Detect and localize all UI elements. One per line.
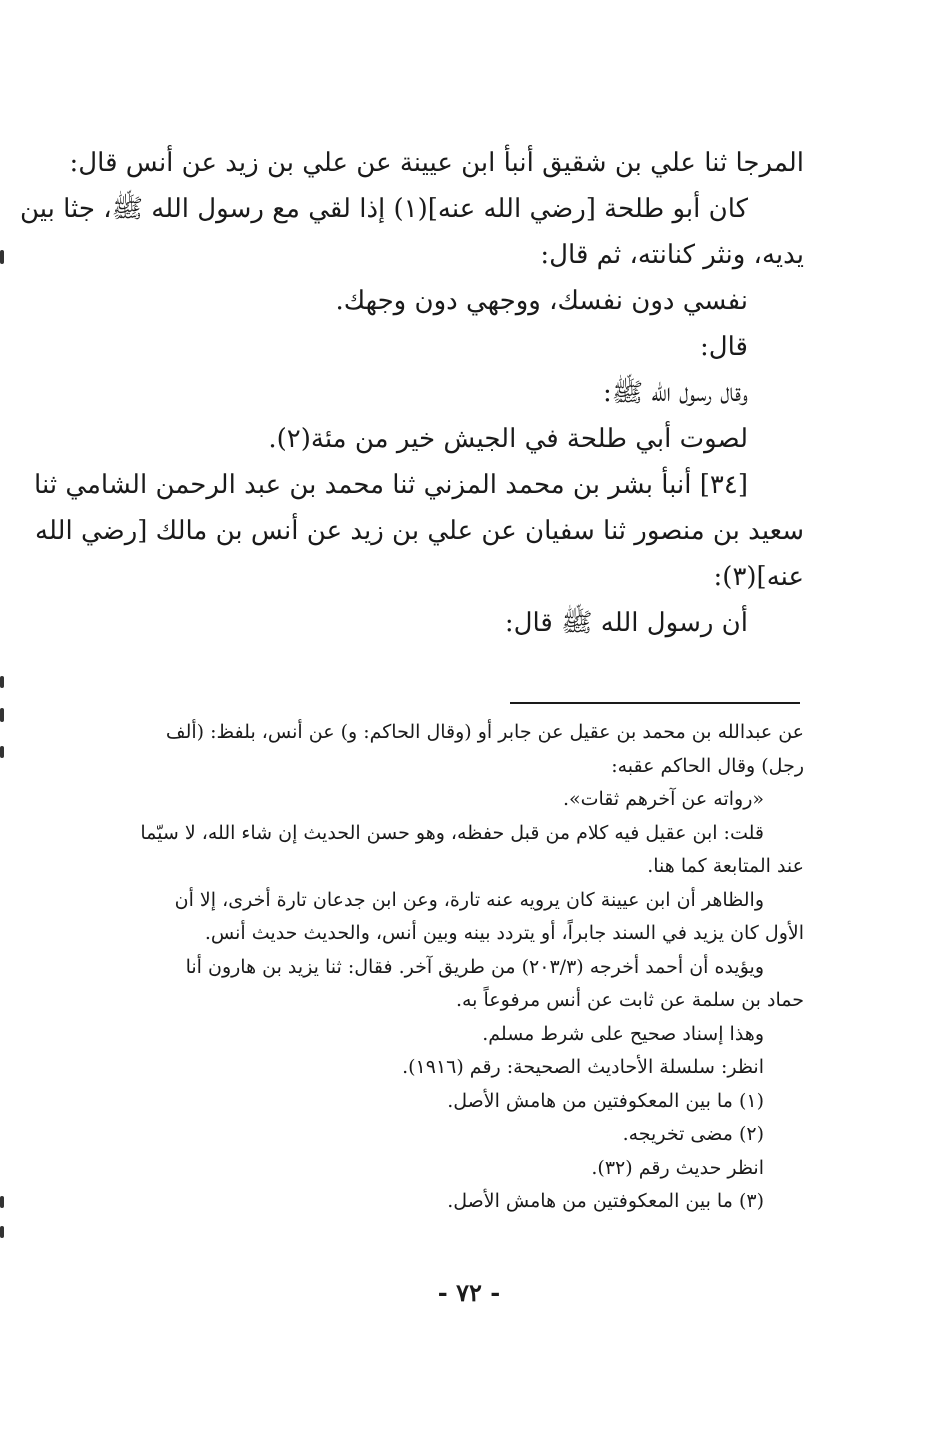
footnote-line: انظر: سلسلة الأحاديث الصحيحة: رقم (١٩١٦). bbox=[402, 1056, 764, 1078]
footnote-divider bbox=[510, 702, 800, 704]
verse-line: وقال رسول الله ﷺ: bbox=[602, 378, 748, 408]
footnote-line: (١) ما بين المعكوفتين من هامش الأصل. bbox=[447, 1089, 764, 1112]
footnote-line: عن عبدالله بن محمد بن عقيل عن جابر أو (وقال الحاكم: و) عن أنس، بلفظ: (ألف bbox=[165, 721, 804, 743]
scan-edge-mark bbox=[0, 1226, 4, 1238]
scan-edge-mark bbox=[0, 1196, 4, 1208]
scan-edge-mark bbox=[0, 708, 4, 722]
footnote-line: ويؤيده أن أحمد أخرجه (٢٠٣/٣) من طريق آخر. فقال: ثنا يزيد بن هارون أنا bbox=[185, 955, 764, 978]
footnote-line: الأول كان يزيد في السند جابراً، أو يتردد بينه وبين أنس، والحديث حديث أنس. bbox=[204, 922, 804, 944]
verse-line: قال: bbox=[699, 332, 748, 362]
scan-edge-mark bbox=[0, 250, 4, 264]
main-line: كان أبو طلحة [رضي الله عنه](١) إذا لقي مع رسول الله ﷺ، جثا بين bbox=[20, 194, 748, 224]
footnote-line: (٣) ما بين المعكوفتين من هامش الأصل. bbox=[447, 1190, 764, 1212]
footnotes bbox=[104, 716, 804, 1219]
main-line: عنه](٣): bbox=[713, 562, 804, 592]
footnote-line: والظاهر أن ابن عيينة كان يرويه عنه تارة، وعن ابن جدعان تارة أخرى، إلا أن bbox=[174, 888, 764, 911]
page-number: - ٧٢ - bbox=[437, 1278, 501, 1307]
scan-edge-mark bbox=[0, 746, 4, 758]
footnote-line: رجل) وقال الحاكم عقبه: bbox=[611, 754, 804, 777]
footnote-line: انظر حديث رقم (٣٢). bbox=[591, 1156, 764, 1179]
footnote-line: قلت: ابن عقيل فيه كلام من قبل حفظه، وهو حسن الحديث إن شاء الله، لا سيّما bbox=[140, 821, 764, 844]
main-line: أن رسول الله ﷺ قال: bbox=[504, 608, 748, 638]
main-line: المرجا ثنا علي بن شقيق أنبأ ابن عيينة عن علي بن زيد عن أنس قال: bbox=[69, 148, 804, 178]
footnote-line: عند المتابعة كما هنا. bbox=[647, 855, 804, 877]
main-line: يديه، ونثر كنانته، ثم قال: bbox=[540, 240, 804, 270]
hadith-number-line: [٣٤] أنبأ بشر بن محمد المزني ثنا محمد بن عبد الرحمن الشامي ثنا bbox=[34, 470, 748, 500]
footnote-line: «رواته عن آخرهم ثقات». bbox=[562, 788, 764, 810]
verse-line: نفسي دون نفسك، ووجهي دون وجهك. bbox=[335, 286, 748, 316]
verse-line: لصوت أبي طلحة في الجيش خير من مئة(٢). bbox=[268, 424, 748, 454]
scan-edge-mark bbox=[0, 676, 4, 688]
footnote-line: وهذا إسناد صحيح على شرط مسلم. bbox=[482, 1022, 764, 1045]
main-text bbox=[20, 140, 804, 646]
footnote-line: (٢) مضى تخريجه. bbox=[622, 1123, 764, 1145]
footnote-line: حماد بن سلمة عن ثابت عن أنس مرفوعاً به. bbox=[455, 989, 804, 1011]
main-line: سعيد بن منصور ثنا سفيان عن علي بن زيد عن أنس بن مالك [رضي الله bbox=[35, 516, 804, 546]
